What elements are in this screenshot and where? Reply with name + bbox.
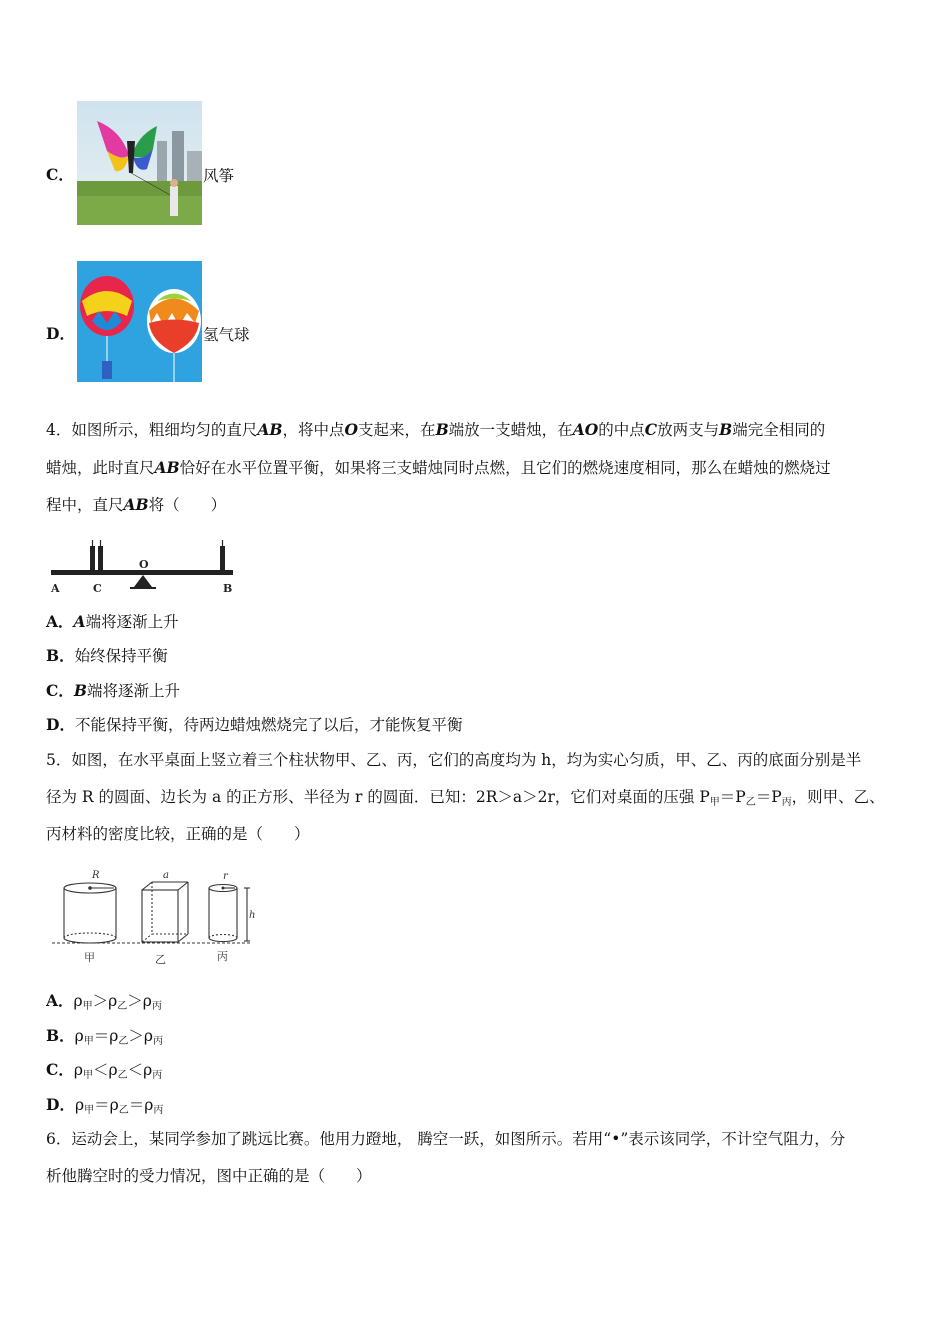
q4-option-d: D．不能保持平衡，待两边蜡烛燃烧完了以后，才能恢复平衡 — [46, 715, 463, 734]
q5-option-d: D．ρ甲＝ρ乙＝ρ丙 — [46, 1095, 164, 1116]
label-jia: 甲 — [84, 951, 95, 964]
q4-option-c: C．B端将逐渐上升 — [46, 681, 180, 700]
label-R: R — [92, 870, 100, 881]
q6-line-1: 6．运动会上，某同学参加了跳远比赛。他用力蹬地， 腾空一跃，如图所示。若用“•”表示该同学，不计空气阻力，分 — [46, 1130, 846, 1148]
option-c-letter: C． — [46, 165, 74, 184]
kite-photo-icon — [77, 101, 202, 225]
option-d-letter: D． — [46, 324, 75, 343]
option-c-caption: 风筝 — [203, 167, 235, 185]
q6-line-2: 析他腾空时的受力情况，图中正确的是（ ） — [46, 1167, 372, 1185]
q4-option-b: B．始终保持平衡 — [46, 646, 168, 665]
lever-label-c: C — [93, 582, 102, 595]
q5-option-c: C．ρ甲＜ρ乙＜ρ丙 — [46, 1060, 163, 1081]
q5-option-a: A．ρ甲＞ρ乙＞ρ丙 — [46, 991, 162, 1012]
cylinders-figure — [52, 866, 262, 966]
q5-line-1: 5．如图，在水平桌面上竖立着三个柱状物甲、乙、丙，它们的高度均为 h，均为实心匀质，甲、乙、丙的底面分别是半 — [46, 751, 862, 769]
label-a: a — [163, 870, 169, 881]
lever-label-o: O — [139, 558, 149, 571]
option-d-caption: 氢气球 — [203, 326, 250, 344]
lever-figure — [46, 532, 241, 597]
q5-line-2: 径为 R 的圆面、边长为 a 的正方形、半径为 r 的圆面．已知：2R＞a＞2r，它们对桌面的压强 P甲＝P乙＝P丙，则甲、乙、 — [46, 788, 885, 808]
label-h: h — [249, 910, 256, 921]
lever-label-a: A — [51, 582, 60, 595]
q5-option-b: B．ρ甲＝ρ乙＞ρ丙 — [46, 1026, 163, 1047]
q4-line-2: 蜡烛，此时直尺AB恰好在水平位置平衡，如果将三支蜡烛同时点燃，且它们的燃烧速度相同，那么在蜡烛的燃烧过 — [46, 458, 831, 477]
q4-line-1: 4．如图所示，粗细均匀的直尺AB，将中点O支起来，在B端放一支蜡烛，在AO的中点C放两支与B端完全相同的 — [46, 420, 826, 439]
label-yi: 乙 — [155, 953, 166, 966]
balloon-photo-icon — [77, 261, 202, 382]
q4-line-3: 程中，直尺AB将（ ） — [46, 495, 227, 514]
lever-label-b: B — [223, 582, 233, 595]
q4-option-a: A．A端将逐渐上升 — [46, 612, 179, 631]
label-r: r — [223, 871, 228, 882]
q5-line-3: 丙材料的密度比较，正确的是（ ） — [46, 825, 310, 843]
label-bing: 丙 — [217, 950, 228, 963]
